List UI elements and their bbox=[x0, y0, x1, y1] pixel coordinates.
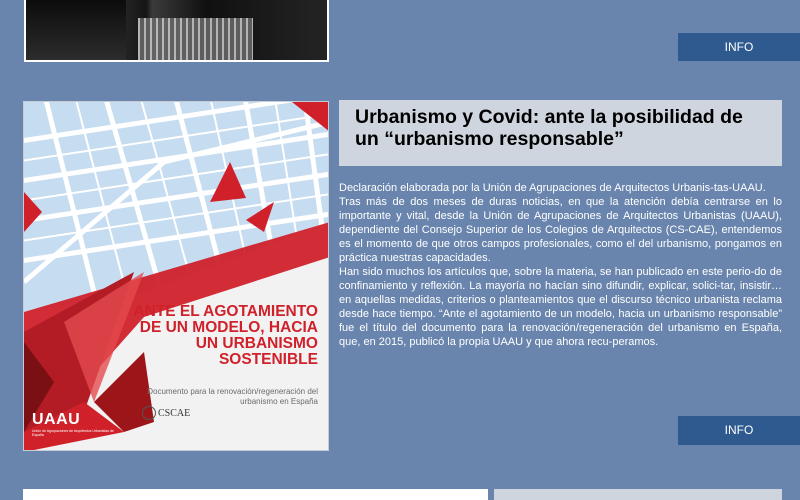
cscae-logo-text: CSCAE bbox=[158, 407, 191, 419]
cscae-seal-icon bbox=[142, 406, 156, 420]
uaau-logo-subtitle: Unión de Agrupaciones de Arquitectos Urbanistas de España bbox=[32, 429, 114, 437]
cover-title: ANTE EL AGOTAMIENTO DE UN MODELO, HACIA UN URBANISMO SOSTENIBLE bbox=[133, 303, 318, 368]
uaau-logo: UAAU bbox=[32, 411, 81, 428]
previous-article-photo bbox=[26, 0, 327, 60]
article-body bbox=[339, 181, 782, 349]
cover-subtitle: Documento para la renovación/regeneración del urbanismo en España bbox=[147, 387, 318, 406]
article-title[interactable]: Urbanismo y Covid: ante la posibilidad de un “urbanismo responsable” bbox=[355, 106, 743, 150]
article-paragraph: Tras más de dos meses de duras noticias, en que la atención debía centrarse en lo importante y vital, desde la Unión de Agrupaciones de Arquitectos Urbanistas (UAAU), dependiente del Consejo Superior de los Colegios de Arquitectos (CS-CAE), entendemos es el momento de que otros campos profesionales, como el del urbanismo, pongamos en práctica nuestras capacidades. bbox=[339, 196, 782, 264]
article-cover-image[interactable] bbox=[23, 101, 329, 451]
next-article-image[interactable] bbox=[23, 489, 488, 500]
article-paragraph: Han sido muchos los artículos que, sobre la materia, se han publicado en este perio-do de confinamiento y reflexión. La mayoría no hacían sino difundir, explicar, solici-tar, insistir… en aquellas medidas, criterios o planteamientos que el discurso técnico urbanista reclama desde hace tiempo. “Ante el agotamiento de un modelo, hacia un urbanismo responsable” fue el título del documento para la renovación/regeneración del urbanismo en España, que, en 2015, publicó la propia UAAU y que ahora recu-peramos. bbox=[339, 266, 782, 348]
article-paragraph: Declaración elaborada por la Unión de Agrupaciones de Arquitectos Urbanis-tas-UAAU. bbox=[339, 182, 766, 194]
previous-article-image[interactable] bbox=[24, 0, 329, 62]
next-article-title-box[interactable] bbox=[494, 489, 782, 500]
previous-article-info-button[interactable]: INFO bbox=[678, 33, 800, 61]
article-info-button[interactable]: INFO bbox=[678, 416, 800, 445]
article-title-box[interactable] bbox=[339, 100, 782, 166]
cscae-logo bbox=[142, 406, 190, 420]
